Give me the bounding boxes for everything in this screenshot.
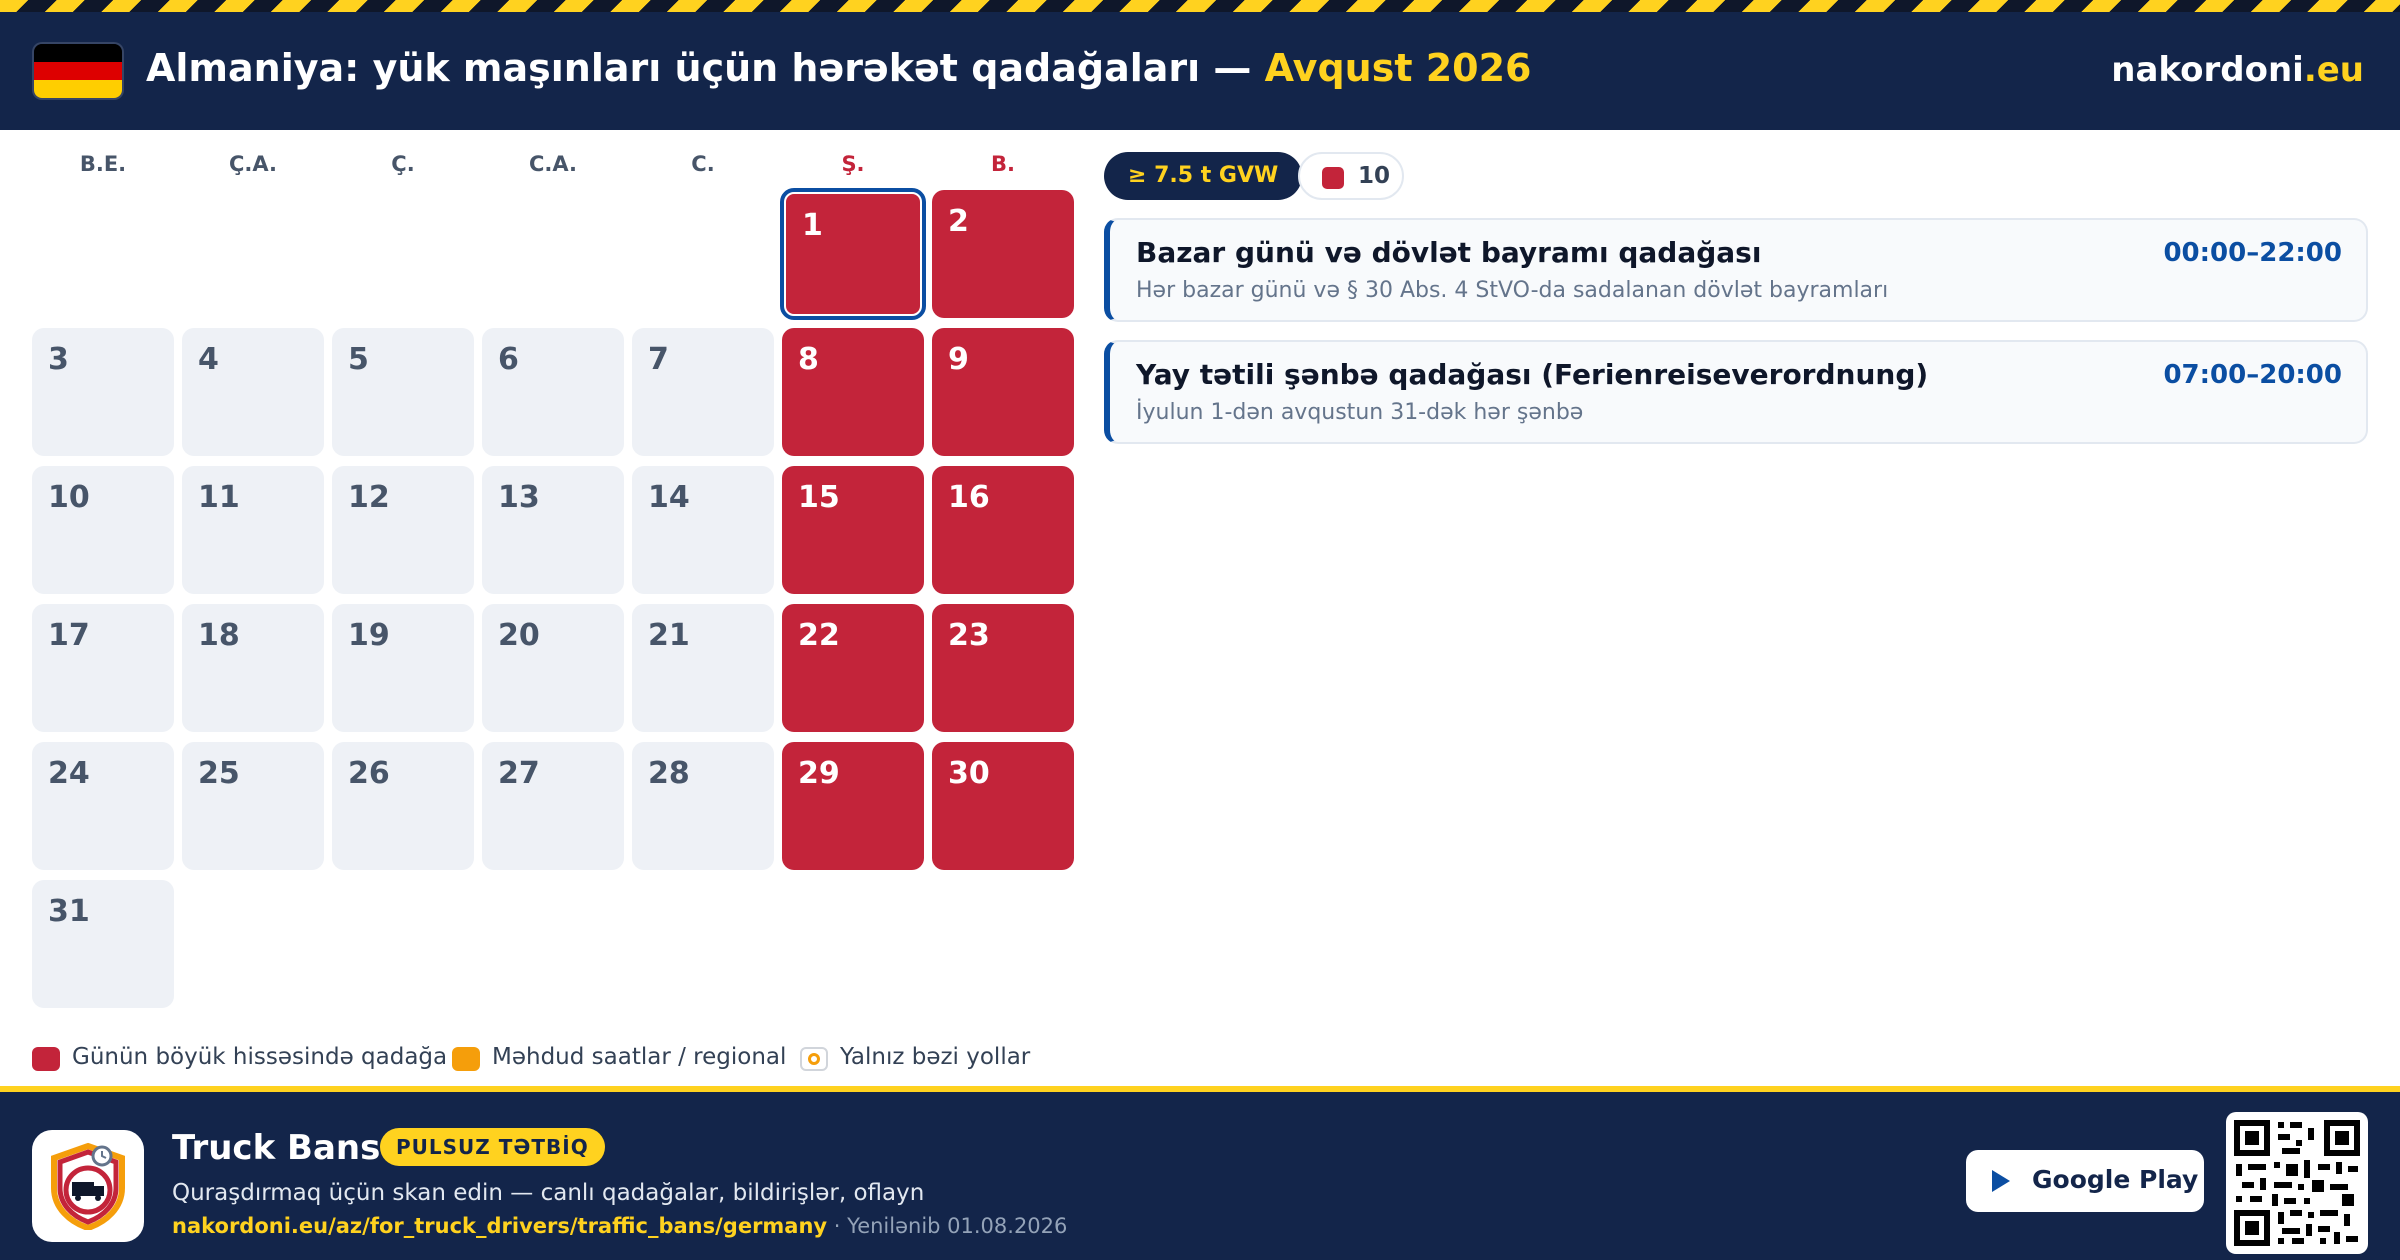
- rule-description: İyulun 1-dən avqustun 31-dək hər şənbə: [1136, 400, 1584, 425]
- calendar-day[interactable]: [782, 604, 924, 732]
- day-number: 16: [948, 480, 990, 515]
- calendar-day[interactable]: [782, 190, 924, 318]
- calendar-day[interactable]: [932, 604, 1074, 732]
- rule-title: Yay tətili şənbə qadağası (Ferienreiseverordnung): [1136, 358, 1929, 391]
- day-number: 6: [498, 342, 519, 377]
- weekday-sat: Ş.: [841, 152, 865, 176]
- calendar-day[interactable]: [932, 466, 1074, 594]
- page-title: [146, 46, 1531, 90]
- calendar-day[interactable]: [632, 604, 774, 732]
- qr-code-icon: [2226, 1112, 2368, 1254]
- rule-hours: 00:00–22:00: [2163, 238, 2342, 268]
- ring-swatch-icon: [800, 1047, 828, 1071]
- calendar-day[interactable]: [332, 604, 474, 732]
- calendar-day[interactable]: [482, 466, 624, 594]
- day-number: 29: [798, 756, 840, 791]
- red-square-icon: [1322, 167, 1344, 189]
- day-number: 14: [648, 480, 690, 515]
- calendar-day[interactable]: [32, 328, 174, 456]
- day-number: 12: [348, 480, 390, 515]
- brand-name: nakordoni: [2111, 50, 2304, 90]
- day-number: 24: [48, 756, 90, 791]
- day-number: 7: [648, 342, 669, 377]
- day-number: 27: [498, 756, 540, 791]
- calendar-day[interactable]: [182, 742, 324, 870]
- day-number: 1: [802, 208, 823, 243]
- weekday-header: [32, 152, 1072, 182]
- brand-tld: .eu: [2303, 50, 2364, 90]
- calendar-day[interactable]: [182, 466, 324, 594]
- weekday-sun: B.: [991, 152, 1015, 176]
- weight-filter-pill[interactable]: ≥ 7.5 t GVW: [1104, 152, 1302, 200]
- hazard-stripe: [0, 0, 2400, 12]
- day-number: 31: [48, 894, 90, 929]
- calendar-day[interactable]: [332, 328, 474, 456]
- day-number: 17: [48, 618, 90, 653]
- title-text: Almaniya: yük maşınları üçün hərəkət qadağaları —: [146, 46, 1265, 90]
- calendar-day[interactable]: [632, 328, 774, 456]
- day-number: 30: [948, 756, 990, 791]
- title-month: Avqust 2026: [1264, 46, 1532, 90]
- brand-logo[interactable]: [2111, 50, 2364, 90]
- ban-count-pill: [1298, 152, 1404, 200]
- calendar-day[interactable]: [932, 328, 1074, 456]
- calendar-grid: [32, 190, 1072, 1010]
- rule-card: [1104, 218, 2368, 322]
- day-number: 23: [948, 618, 990, 653]
- orange-swatch-icon: [452, 1047, 480, 1071]
- day-number: 9: [948, 342, 969, 377]
- legend-label: Günün böyük hissəsində qadağa: [72, 1044, 448, 1070]
- calendar-day[interactable]: [482, 604, 624, 732]
- weekday-thu: C.A.: [528, 152, 577, 176]
- day-number: 28: [648, 756, 690, 791]
- day-number: 4: [198, 342, 219, 377]
- day-number: 18: [198, 618, 240, 653]
- day-number: 11: [198, 480, 240, 515]
- footer-app-promo: [0, 1086, 2400, 1260]
- day-number: 8: [798, 342, 819, 377]
- day-number: 20: [498, 618, 540, 653]
- day-number: 21: [648, 618, 690, 653]
- weekday-fri: C.: [691, 152, 715, 176]
- day-number: 25: [198, 756, 240, 791]
- day-number: 2: [948, 204, 969, 239]
- calendar-day[interactable]: [632, 466, 774, 594]
- calendar-day[interactable]: [482, 328, 624, 456]
- google-play-button[interactable]: [1966, 1150, 2204, 1212]
- calendar-day[interactable]: [782, 328, 924, 456]
- calendar-day[interactable]: [332, 466, 474, 594]
- day-number: 26: [348, 756, 390, 791]
- legend-label: Məhdud saatlar / regional: [492, 1044, 787, 1070]
- app-link-line: [172, 1214, 1067, 1238]
- day-number: 3: [48, 342, 69, 377]
- rule-card: [1104, 340, 2368, 444]
- weekday-mon: B.E.: [79, 152, 127, 176]
- legend-label: Yalnız bəzi yollar: [840, 1044, 1031, 1070]
- app-subtitle: Quraşdırmaq üçün skan edin — canlı qadağalar, bildirişlər, oflayn: [172, 1180, 925, 1206]
- day-number: 19: [348, 618, 390, 653]
- calendar-day[interactable]: [932, 190, 1074, 318]
- calendar-day[interactable]: [782, 742, 924, 870]
- updated-date: · Yenilənib 01.08.2026: [827, 1214, 1068, 1238]
- day-number: 22: [798, 618, 840, 653]
- calendar-day[interactable]: [32, 466, 174, 594]
- rule-description: Hər bazar günü və § 30 Abs. 4 StVO-da sadalanan dövlət bayramları: [1136, 278, 1889, 303]
- play-store-icon: [1992, 1170, 2010, 1192]
- app-link[interactable]: nakordoni.eu/az/for_truck_drivers/traffic_bans/germany: [172, 1214, 828, 1238]
- weekday-tue: Ç.A.: [228, 152, 277, 176]
- day-number: 13: [498, 480, 540, 515]
- day-number: 15: [798, 480, 840, 515]
- free-app-badge: PULSUZ TƏTBİQ: [380, 1128, 605, 1166]
- ban-count: 10: [1358, 163, 1391, 189]
- google-play-label: Google Play: [2032, 1165, 2199, 1194]
- day-number: 10: [48, 480, 90, 515]
- calendar-day[interactable]: [332, 742, 474, 870]
- calendar-day[interactable]: [632, 742, 774, 870]
- germany-flag-icon: [34, 44, 122, 98]
- red-swatch-icon: [32, 1047, 60, 1071]
- truck-bans-app-icon[interactable]: [32, 1130, 144, 1242]
- calendar-day[interactable]: [32, 604, 174, 732]
- weekday-wed: Ç.: [391, 152, 415, 176]
- app-name: Truck Bans: [172, 1128, 381, 1168]
- calendar-day[interactable]: [932, 742, 1074, 870]
- day-number: 5: [348, 342, 369, 377]
- calendar-day[interactable]: [32, 742, 174, 870]
- calendar-day[interactable]: [782, 466, 924, 594]
- calendar-day[interactable]: [482, 742, 624, 870]
- rule-hours: 07:00–20:00: [2163, 360, 2342, 390]
- header-bar: [0, 0, 2400, 130]
- calendar-day[interactable]: [182, 604, 324, 732]
- calendar-day[interactable]: [182, 328, 324, 456]
- rule-title: Bazar günü və dövlət bayramı qadağası: [1136, 236, 1762, 269]
- calendar-day[interactable]: [32, 880, 174, 1008]
